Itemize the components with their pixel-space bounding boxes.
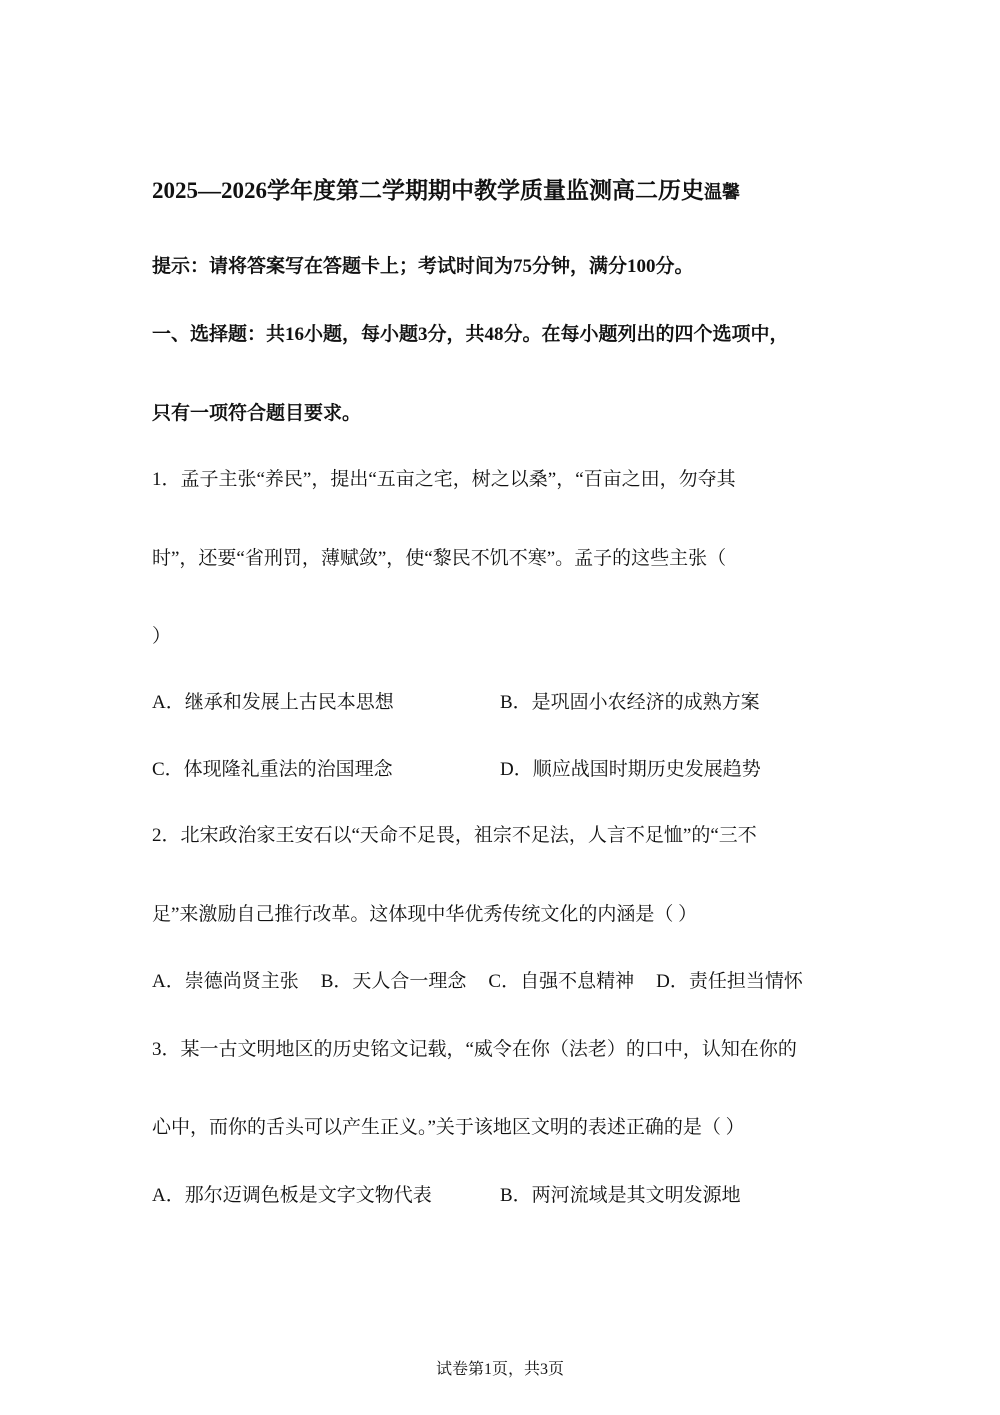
question-2-option-d: D．责任担当情怀 xyxy=(656,971,803,992)
question-2-option-b: B．天人合一理念 xyxy=(320,971,467,992)
question-1-stem-line3: ） xyxy=(152,626,172,647)
question-1-stem-line2: 时”，还要“省刑罚，薄赋敛”，使“黎民不饥不寒”。孟子的这些主张（ xyxy=(152,548,727,569)
section-heading-line2: 只有一项符合题目要求。 xyxy=(152,403,362,424)
exam-notice: 提示：请将答案写在答题卡上；考试时间为75分钟，满分100分。 xyxy=(152,256,694,277)
question-2-stem-line1: 2．北宋政治家王安石以“天命不足畏，祖宗不足法，人言不足恤”的“三不 xyxy=(152,825,757,846)
question-2-options xyxy=(152,966,803,993)
exam-title xyxy=(152,172,740,205)
question-3-stem-line1: 3．某一古文明地区的历史铭文记载，“威令在你（法老）的口中，认知在你的 xyxy=(152,1039,797,1060)
question-2-option-c: C．自强不息精神 xyxy=(488,971,635,992)
page-footer: 试卷第1页，共3页 xyxy=(435,1361,564,1378)
question-3-option-a: A．那尔迈调色板是文字文物代表 xyxy=(152,1185,432,1206)
question-3-option-b: B．两河流域是其文明发源地 xyxy=(500,1185,741,1206)
exam-title-tail: 温馨 xyxy=(704,182,740,202)
exam-title-text: 2025—2026学年度第二学期期中教学质量监测高二历史 xyxy=(152,178,704,203)
question-1-option-b: B．是巩固小农经济的成熟方案 xyxy=(500,692,760,713)
question-1-stem-line1: 1．孟子主张“养民”，提出“五亩之宅，树之以桑”，“百亩之田，勿夺其 xyxy=(152,469,736,490)
section-heading-line1: 一、选择题：共16小题，每小题3分，共48分。在每小题列出的四个选项中， xyxy=(152,324,789,345)
question-1-option-d: D．顺应战国时期历史发展趋势 xyxy=(500,759,761,780)
question-2-option-a: A．崇德尚贤主张 xyxy=(152,971,299,992)
question-2-stem-line2: 足”来激励自己推行改革。这体现中华优秀传统文化的内涵是（ ） xyxy=(152,904,698,925)
question-1-option-a: A．继承和发展上古民本思想 xyxy=(152,692,394,713)
question-1-option-c: C．体现隆礼重法的治国理念 xyxy=(152,759,393,780)
question-3-stem-line2: 心中，而你的舌头可以产生正义。”关于该地区文明的表述正确的是（ ） xyxy=(152,1117,745,1138)
